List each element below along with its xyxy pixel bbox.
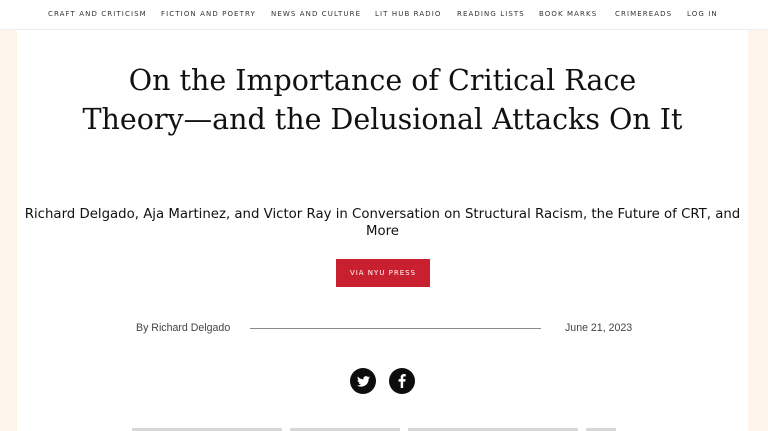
nav-fiction-and-poetry[interactable]: FICTION AND POETRY	[161, 10, 256, 18]
nav-book-marks[interactable]: BOOK MARKS	[539, 10, 598, 18]
via-publisher-button[interactable]: VIA NYU PRESS	[336, 259, 430, 287]
nav-news-and-culture[interactable]: NEWS AND CULTURE	[271, 10, 362, 18]
nav-crimereads[interactable]: CRIMEREADS	[615, 10, 673, 18]
nav-lit-hub-radio[interactable]: LIT HUB RADIO	[375, 10, 442, 18]
facebook-f-icon	[398, 374, 406, 388]
byline-divider	[250, 328, 541, 329]
facebook-share-button[interactable]	[389, 368, 415, 394]
twitter-bird-icon	[357, 376, 370, 387]
publish-date: June 21, 2023	[565, 322, 633, 334]
twitter-share-button[interactable]	[350, 368, 376, 394]
top-navigation	[0, 0, 768, 30]
article-header-panel	[17, 30, 748, 431]
nav-craft-and-criticism[interactable]: CRAFT AND CRITICISM	[48, 10, 147, 18]
nav-log-in[interactable]: LOG IN	[687, 10, 718, 18]
article-subtitle: Richard Delgado, Aja Martinez, and Victor Ray in Conversation on Structural Racism, the Future of CRT, and More	[24, 207, 741, 239]
nav-reading-lists[interactable]: READING LISTS	[457, 10, 525, 18]
author-byline[interactable]: By Richard Delgado	[136, 322, 231, 334]
article-body-first-line-cutoff	[132, 426, 632, 431]
article-title: On the Importance of Critical Race Theory—and the Delusional Attacks On It	[82, 64, 683, 136]
